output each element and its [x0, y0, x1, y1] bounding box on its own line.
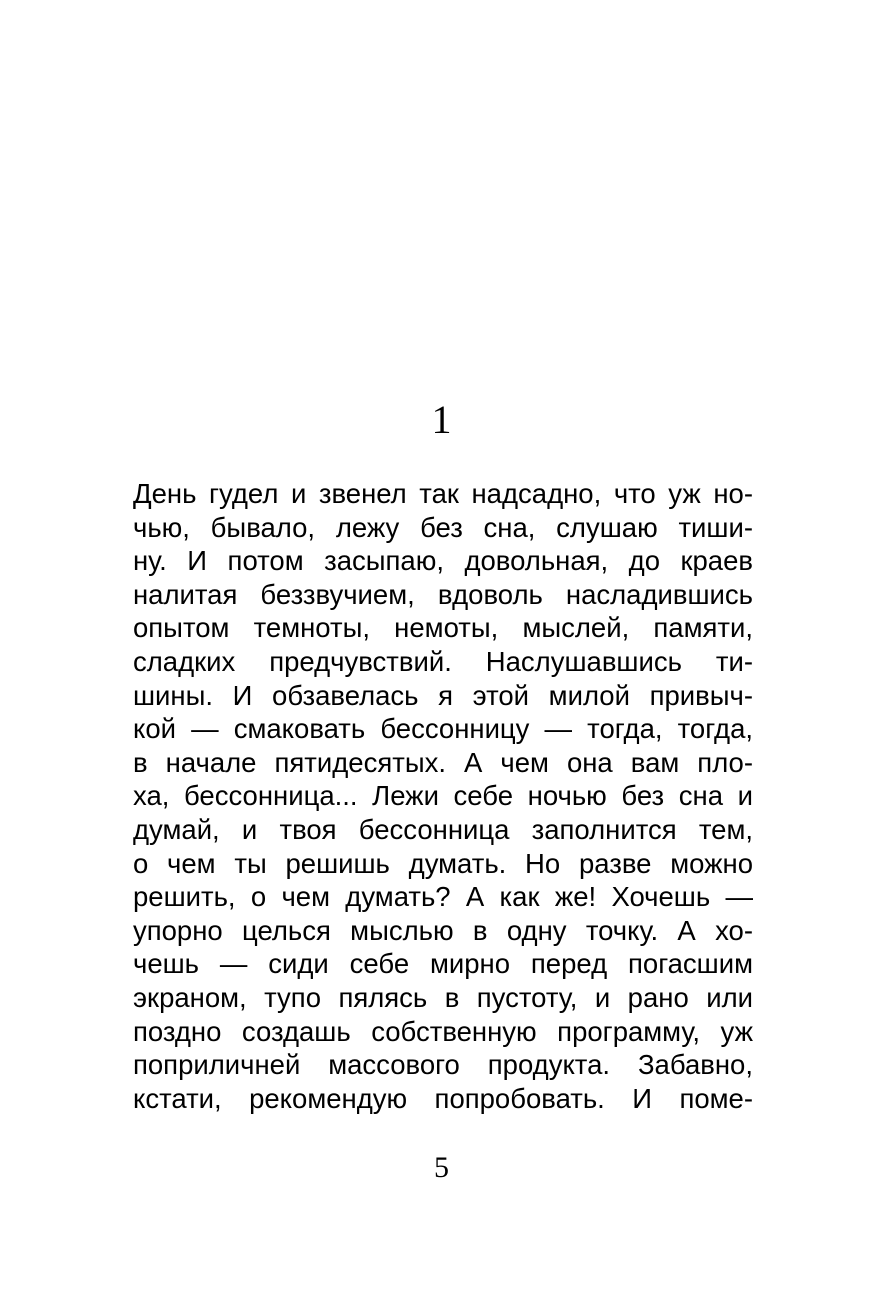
text-line: чешь — сиди себе мирно перед погасшим: [133, 948, 753, 980]
text-line: сладких предчувствий. Наслушавшись ти-: [133, 645, 753, 677]
text-line: налитая беззвучием, вдоволь насладившись: [133, 578, 753, 610]
text-line: День гудел и звенел так надсадно, что уж но-: [133, 478, 753, 509]
text-line: ну. И потом засыпаю, довольная, до краев: [133, 545, 753, 577]
text-line: решить, о чем думать? А как же! Хочешь —: [133, 881, 753, 913]
chapter-number: 1: [431, 397, 452, 442]
chapter-text: [133, 477, 753, 1115]
text-line: ха, бессонница... Лежи себе ночью без сна и: [133, 780, 753, 812]
text-line: упорно целься мыслью в одну точку. А хо-: [133, 914, 753, 946]
text-line: экраном, тупо пялясь в пустоту, и рано или: [133, 981, 753, 1013]
text-line: в начале пятидесятых. А чем она вам пло-: [133, 746, 753, 778]
page-number: 5: [434, 1151, 449, 1184]
text-line: чью, бывало, лежу без сна, слушаю тиши-: [133, 511, 753, 543]
text-line: кой — смаковать бессонницу — тогда, тогда,: [133, 713, 753, 745]
text-line: поприличней массового продукта. Забавно,: [133, 1049, 753, 1081]
text-line: опытом темноты, немоты, мыслей, памяти,: [133, 612, 753, 644]
text-line: думай, и твоя бессонница заполнится тем,: [133, 813, 753, 845]
text-line: поздно создашь собственную программу, уж: [133, 1015, 753, 1047]
text-line: о чем ты решишь думать. Но разве можно: [133, 847, 753, 879]
text-line: кстати, рекомендую попробовать. И поме-: [133, 1082, 753, 1114]
text-line: шины. И обзавелась я этой милой привыч-: [133, 679, 753, 711]
